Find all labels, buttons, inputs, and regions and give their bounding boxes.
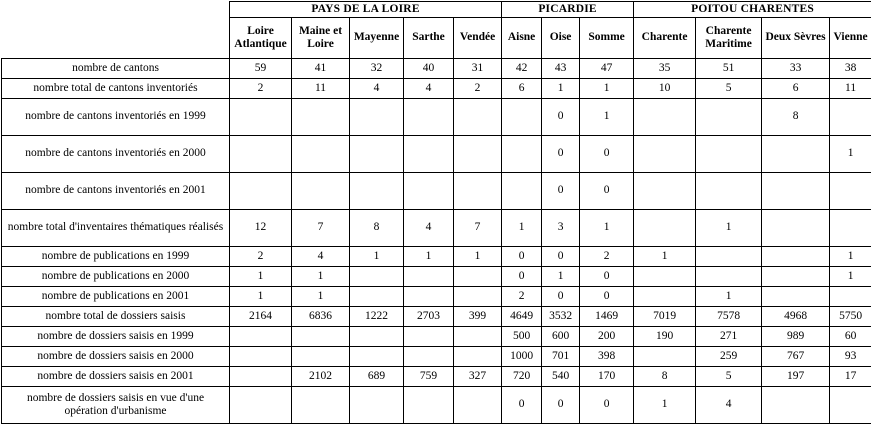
table-cell (634, 136, 696, 173)
table-cell: 0 (580, 267, 634, 287)
column-header-sarthe: Sarthe (404, 18, 454, 59)
table-cell: 6836 (292, 307, 350, 327)
table-row (2, 327, 871, 347)
table-cell (404, 136, 454, 173)
table-cell: 2 (502, 287, 542, 307)
table-cell: 399 (454, 307, 502, 327)
table-cell: 1 (292, 267, 350, 287)
table-cell: 6 (502, 79, 542, 99)
table-cell: 41 (292, 59, 350, 79)
table-cell: 1 (502, 210, 542, 247)
row-label: nombre de dossiers saisis en 2001 (2, 367, 230, 387)
table-cell (350, 327, 404, 347)
table-cell (830, 173, 871, 210)
row-label: nombre de cantons inventoriés en 2000 (2, 136, 230, 173)
table-cell (230, 136, 292, 173)
table-cell (230, 327, 292, 347)
table-cell: 4 (292, 247, 350, 267)
table-row (2, 287, 871, 307)
spreadsheet-container (0, 1, 871, 413)
table-cell: 540 (542, 367, 580, 387)
table-cell: 1 (830, 267, 871, 287)
table-cell: 689 (350, 367, 404, 387)
table-cell (350, 173, 404, 210)
column-header-oise: Oise (542, 18, 580, 59)
table-cell: 1 (542, 267, 580, 287)
table-cell: 33 (762, 59, 830, 79)
table-cell: 1469 (580, 307, 634, 327)
table-cell (762, 287, 830, 307)
row-label: nombre total de dossiers saisis (2, 307, 230, 327)
table-cell (696, 173, 762, 210)
table-cell (350, 136, 404, 173)
table-cell (762, 210, 830, 247)
table-cell (454, 287, 502, 307)
table-cell (830, 287, 871, 307)
table-cell (634, 173, 696, 210)
table-cell: 759 (404, 367, 454, 387)
table-cell: 10 (634, 79, 696, 99)
table-cell (830, 387, 871, 424)
column-header-somme: Somme (580, 18, 634, 59)
table-row (2, 267, 871, 287)
row-label: nombre de dossiers saisis en 2000 (2, 347, 230, 367)
table-cell (454, 99, 502, 136)
table-cell: 12 (230, 210, 292, 247)
table-cell: 5 (696, 367, 762, 387)
table-row (2, 367, 871, 387)
table-cell (634, 287, 696, 307)
table-cell: 60 (830, 327, 871, 347)
table-cell: 1 (634, 387, 696, 424)
table-cell: 0 (502, 247, 542, 267)
table-cell: 1 (830, 247, 871, 267)
table-cell: 1 (580, 210, 634, 247)
table-cell: 4 (350, 79, 404, 99)
table-cell (292, 173, 350, 210)
table-cell (634, 99, 696, 136)
table-cell: 398 (580, 347, 634, 367)
table-cell: 0 (542, 99, 580, 136)
table-cell: 170 (580, 367, 634, 387)
table-cell: 11 (292, 79, 350, 99)
table-cell: 1 (696, 287, 762, 307)
table-cell (502, 136, 542, 173)
column-header-vendee: Vendée (454, 18, 502, 59)
table-cell (350, 267, 404, 287)
table-cell (762, 136, 830, 173)
table-cell: 1 (830, 136, 871, 173)
table-cell: 259 (696, 347, 762, 367)
table-cell: 0 (580, 287, 634, 307)
table-cell: 1 (292, 287, 350, 307)
table-cell: 1 (350, 247, 404, 267)
table-cell: 0 (580, 136, 634, 173)
table-cell: 32 (350, 59, 404, 79)
table-cell: 1 (454, 247, 502, 267)
table-cell (230, 347, 292, 367)
table-cell (454, 136, 502, 173)
table-cell: 0 (502, 267, 542, 287)
table-cell: 2 (580, 247, 634, 267)
table-cell: 600 (542, 327, 580, 347)
table-cell: 2703 (404, 307, 454, 327)
table-cell (696, 267, 762, 287)
table-cell: 47 (580, 59, 634, 79)
row-label: nombre de cantons inventoriés en 1999 (2, 99, 230, 136)
column-header-deux-sevres: Deux Sèvres (762, 18, 830, 59)
table-cell: 200 (580, 327, 634, 347)
table-cell (230, 173, 292, 210)
table-cell (404, 347, 454, 367)
table-cell (762, 267, 830, 287)
table-cell: 767 (762, 347, 830, 367)
table-cell (762, 387, 830, 424)
row-label: nombre de publications en 2001 (2, 287, 230, 307)
table-cell (454, 327, 502, 347)
group-header-poitou-charentes: POITOU CHARENTES (634, 2, 871, 18)
table-cell: 8 (634, 367, 696, 387)
column-header-maine-et-loire: Maine et Loire (292, 18, 350, 59)
table-cell (292, 387, 350, 424)
table-cell: 8 (762, 99, 830, 136)
table-row (2, 247, 871, 267)
table-cell: 3532 (542, 307, 580, 327)
table-cell: 2 (230, 79, 292, 99)
table-row (2, 173, 871, 210)
table-cell: 51 (696, 59, 762, 79)
table-cell (454, 387, 502, 424)
table-cell (502, 99, 542, 136)
table-cell: 4 (696, 387, 762, 424)
table-cell: 1 (542, 79, 580, 99)
table-cell: 1222 (350, 307, 404, 327)
table-cell (404, 327, 454, 347)
table-cell: 327 (454, 367, 502, 387)
statistics-table (1, 1, 871, 424)
row-label: nombre total de cantons inventoriés (2, 79, 230, 99)
row-label: nombre de cantons inventoriés en 2001 (2, 173, 230, 210)
table-cell: 989 (762, 327, 830, 347)
table-cell: 11 (830, 79, 871, 99)
column-header-charente: Charente (634, 18, 696, 59)
table-cell: 720 (502, 367, 542, 387)
table-cell: 0 (580, 387, 634, 424)
table-cell (404, 387, 454, 424)
table-cell: 8 (350, 210, 404, 247)
corner-cell (2, 2, 230, 18)
table-cell (696, 247, 762, 267)
column-header-charente-maritime: Charente Maritime (696, 18, 762, 59)
table-row (2, 307, 871, 327)
table-cell: 5750 (830, 307, 871, 327)
table-cell: 0 (542, 173, 580, 210)
table-cell: 0 (542, 247, 580, 267)
table-cell: 42 (502, 59, 542, 79)
table-row (2, 387, 871, 424)
table-body (2, 2, 871, 424)
table-cell (830, 210, 871, 247)
table-cell (696, 136, 762, 173)
table-cell (634, 267, 696, 287)
table-cell: 4649 (502, 307, 542, 327)
table-cell: 7578 (696, 307, 762, 327)
group-header-pays-de-la-loire: PAYS DE LA LOIRE (230, 2, 502, 18)
table-cell (292, 99, 350, 136)
table-cell: 2 (230, 247, 292, 267)
table-cell (292, 327, 350, 347)
table-cell: 59 (230, 59, 292, 79)
table-cell: 190 (634, 327, 696, 347)
table-row (2, 136, 871, 173)
table-cell (292, 347, 350, 367)
table-cell: 0 (580, 173, 634, 210)
table-row (2, 99, 871, 136)
table-cell: 1 (580, 99, 634, 136)
table-cell: 17 (830, 367, 871, 387)
table-cell (830, 99, 871, 136)
table-cell: 4 (404, 79, 454, 99)
column-header-mayenne: Mayenne (350, 18, 404, 59)
row-label: nombre de dossiers saisis en 1999 (2, 327, 230, 347)
table-row (2, 347, 871, 367)
table-cell: 0 (502, 387, 542, 424)
column-header-aisne: Aisne (502, 18, 542, 59)
table-cell: 4 (404, 210, 454, 247)
table-cell: 0 (542, 136, 580, 173)
table-cell (404, 267, 454, 287)
row-label: nombre de cantons (2, 59, 230, 79)
table-cell: 1000 (502, 347, 542, 367)
table-cell (292, 136, 350, 173)
table-cell: 2164 (230, 307, 292, 327)
table-cell: 31 (454, 59, 502, 79)
table-cell (454, 347, 502, 367)
table-cell: 0 (542, 387, 580, 424)
table-cell (454, 267, 502, 287)
table-cell (350, 99, 404, 136)
table-cell (502, 173, 542, 210)
row-label: nombre de dossiers saisis en vue d'une opération d'urbanisme (2, 387, 230, 424)
table-cell: 197 (762, 367, 830, 387)
row-label: nombre total d'inventaires thématiques réalisés (2, 210, 230, 247)
table-row (2, 59, 871, 79)
table-cell: 5 (696, 79, 762, 99)
table-cell (350, 287, 404, 307)
table-cell: 1 (230, 267, 292, 287)
table-cell (404, 173, 454, 210)
table-cell (230, 387, 292, 424)
table-cell: 4968 (762, 307, 830, 327)
table-cell: 7 (292, 210, 350, 247)
table-cell: 7019 (634, 307, 696, 327)
table-row (2, 210, 871, 247)
table-cell (634, 210, 696, 247)
table-cell: 40 (404, 59, 454, 79)
table-cell (762, 247, 830, 267)
table-cell (696, 99, 762, 136)
row-label: nombre de publications en 1999 (2, 247, 230, 267)
table-cell (634, 347, 696, 367)
column-header-vienne: Vienne (830, 18, 871, 59)
column-header-loire-atlantique: Loire Atlantique (230, 18, 292, 59)
table-cell: 38 (830, 59, 871, 79)
table-cell: 3 (542, 210, 580, 247)
table-cell: 0 (542, 287, 580, 307)
table-cell (762, 173, 830, 210)
table-cell: 1 (230, 287, 292, 307)
table-cell: 2 (454, 79, 502, 99)
table-cell: 35 (634, 59, 696, 79)
table-cell: 43 (542, 59, 580, 79)
table-row (2, 79, 871, 99)
table-cell (454, 173, 502, 210)
table-cell (404, 287, 454, 307)
corner-cell-2 (2, 18, 230, 59)
table-cell: 1 (634, 247, 696, 267)
table-cell: 271 (696, 327, 762, 347)
table-group-header-row (2, 2, 871, 18)
table-cell (230, 367, 292, 387)
table-cell: 93 (830, 347, 871, 367)
table-cell: 701 (542, 347, 580, 367)
table-cell (404, 99, 454, 136)
table-cell (350, 387, 404, 424)
table-cell: 2102 (292, 367, 350, 387)
row-label: nombre de publications en 2000 (2, 267, 230, 287)
table-column-header-row (2, 18, 871, 59)
table-cell: 1 (580, 79, 634, 99)
table-cell (230, 99, 292, 136)
table-cell: 1 (696, 210, 762, 247)
table-cell: 500 (502, 327, 542, 347)
table-cell (350, 347, 404, 367)
table-cell: 1 (404, 247, 454, 267)
group-header-picardie: PICARDIE (502, 2, 634, 18)
table-cell: 7 (454, 210, 502, 247)
table-cell: 6 (762, 79, 830, 99)
